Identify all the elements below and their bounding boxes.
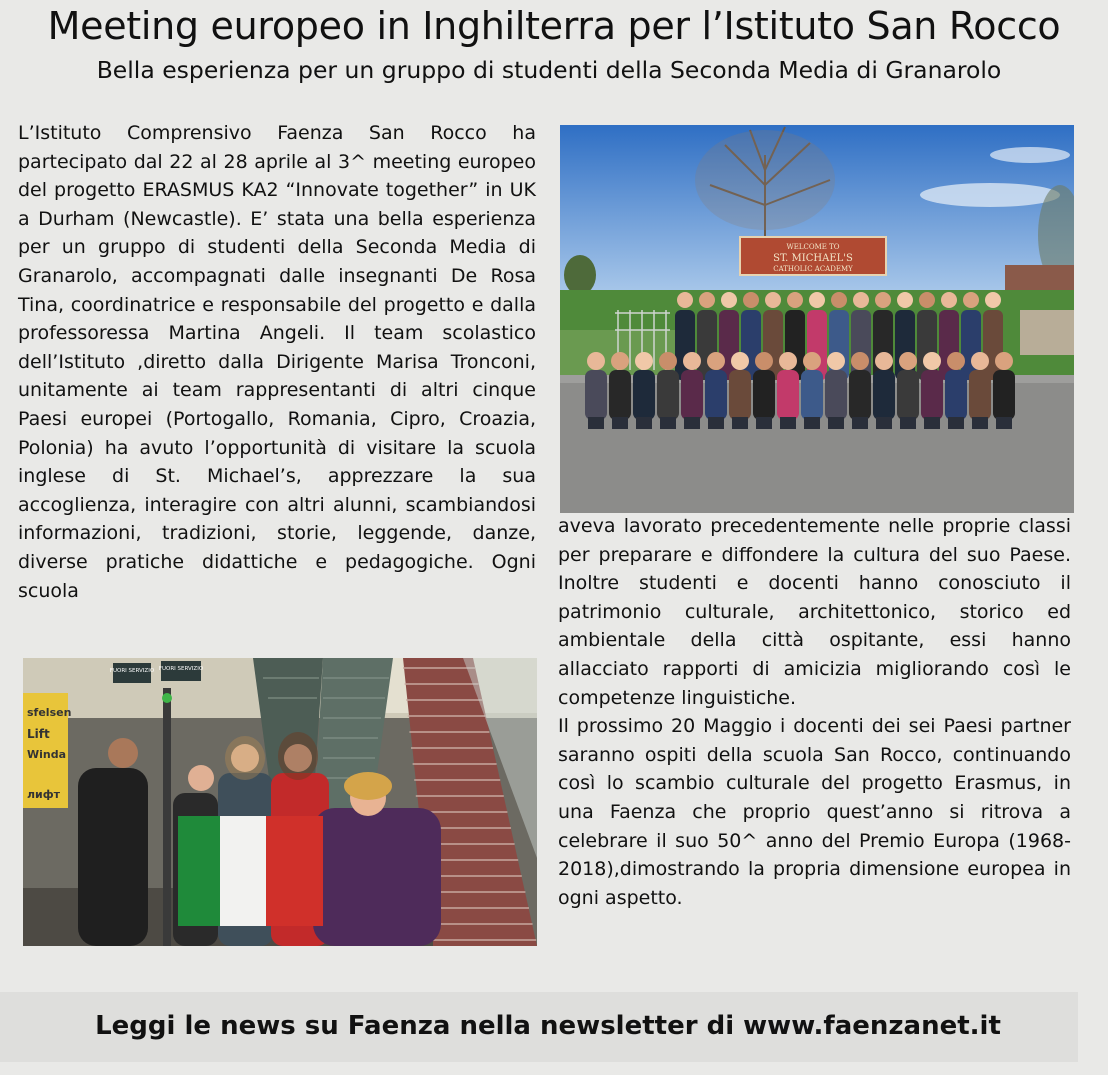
ad-text-4: лифт	[27, 788, 61, 801]
sign-line-3: CATHOLIC ACADEMY	[773, 265, 853, 273]
ad-text-3: Winda	[27, 748, 67, 761]
ad-text-2: Lift	[27, 727, 50, 741]
station-sign-2: FUORI SERVIZIO	[158, 666, 204, 672]
article-right-column	[558, 512, 1071, 912]
left-column-text: L’Istituto Comprensivo Faenza San Rocco ha partecipato dal 22 al 28 aprile al 3^ meeting europeo del progetto ERASMUS KA2 “Innovate together” in UK a Durham (Newcastle). E’ stata una bella esperienza per un gruppo di studenti della Seconda Media di Granarolo, accompagnati dalle insegnanti De Rosa Tina, coordinatrice e responsabile del progetto e dalla professoressa Martina Angeli. Il team scolastico dell’Istituto ,diretto dalla Dirigente Marisa Tronconi, unitamente ai team rappresentanti di altri cinque Paesi europei (Portogallo, Romania, Cipro, Croazia, Polonia) ha avuto l’opportunità di visitare la scuola inglese di St. Michael’s, apprezzare la sua accoglienza, interagire con altri alunni, scambiandosi informazioni, tradizioni, storie, leggende, danze, diverse pratiche didattiche e pedagogiche. Ogni scuola	[18, 122, 536, 602]
footer-newsletter-text: Leggi le news su Faenza nella newsletter di www.faenzanet.it	[95, 1011, 1001, 1041]
ad-text-1: sfelsen	[27, 706, 72, 719]
group-photo	[560, 125, 1074, 513]
right-column-paragraph-2: Il prossimo 20 Maggio i docenti dei sei Paesi partner saranno ospiti della scuola San Rocco, continuando così lo scambio culturale del progetto Erasmus, in una Faenza che proprio quest’anno si ritrova a celebrare il suo 50^ anno del Premio Europa (1968-2018),dimostrando la propria dimensione europea in ogni aspetto.	[558, 715, 1071, 909]
right-column-paragraph-1: aveva lavorato precedentemente nelle proprie classi per preparare e diffondere la cultura del suo Paese. Inoltre studenti e docenti hanno conosciuto il patrimonio culturale, architettonico, storico ed ambientale della città ospitante, essi hanno allacciato rapporti di amicizia migliorando così le competenze linguistiche.	[558, 515, 1071, 709]
article-title: Meeting europeo in Inghilterra per l’Istituto San Rocco	[47, 4, 1061, 48]
station-sign-1: FUORI SERVIZIO	[109, 668, 155, 674]
article-left-column	[18, 119, 536, 605]
sign-line-2: ST. MICHAEL'S	[773, 253, 853, 264]
station-photo	[23, 658, 537, 946]
article-subtitle: Bella esperienza per un gruppo di studenti della Seconda Media di Granarolo	[96, 56, 1002, 84]
sign-line-1: WELCOME TO	[786, 243, 840, 251]
